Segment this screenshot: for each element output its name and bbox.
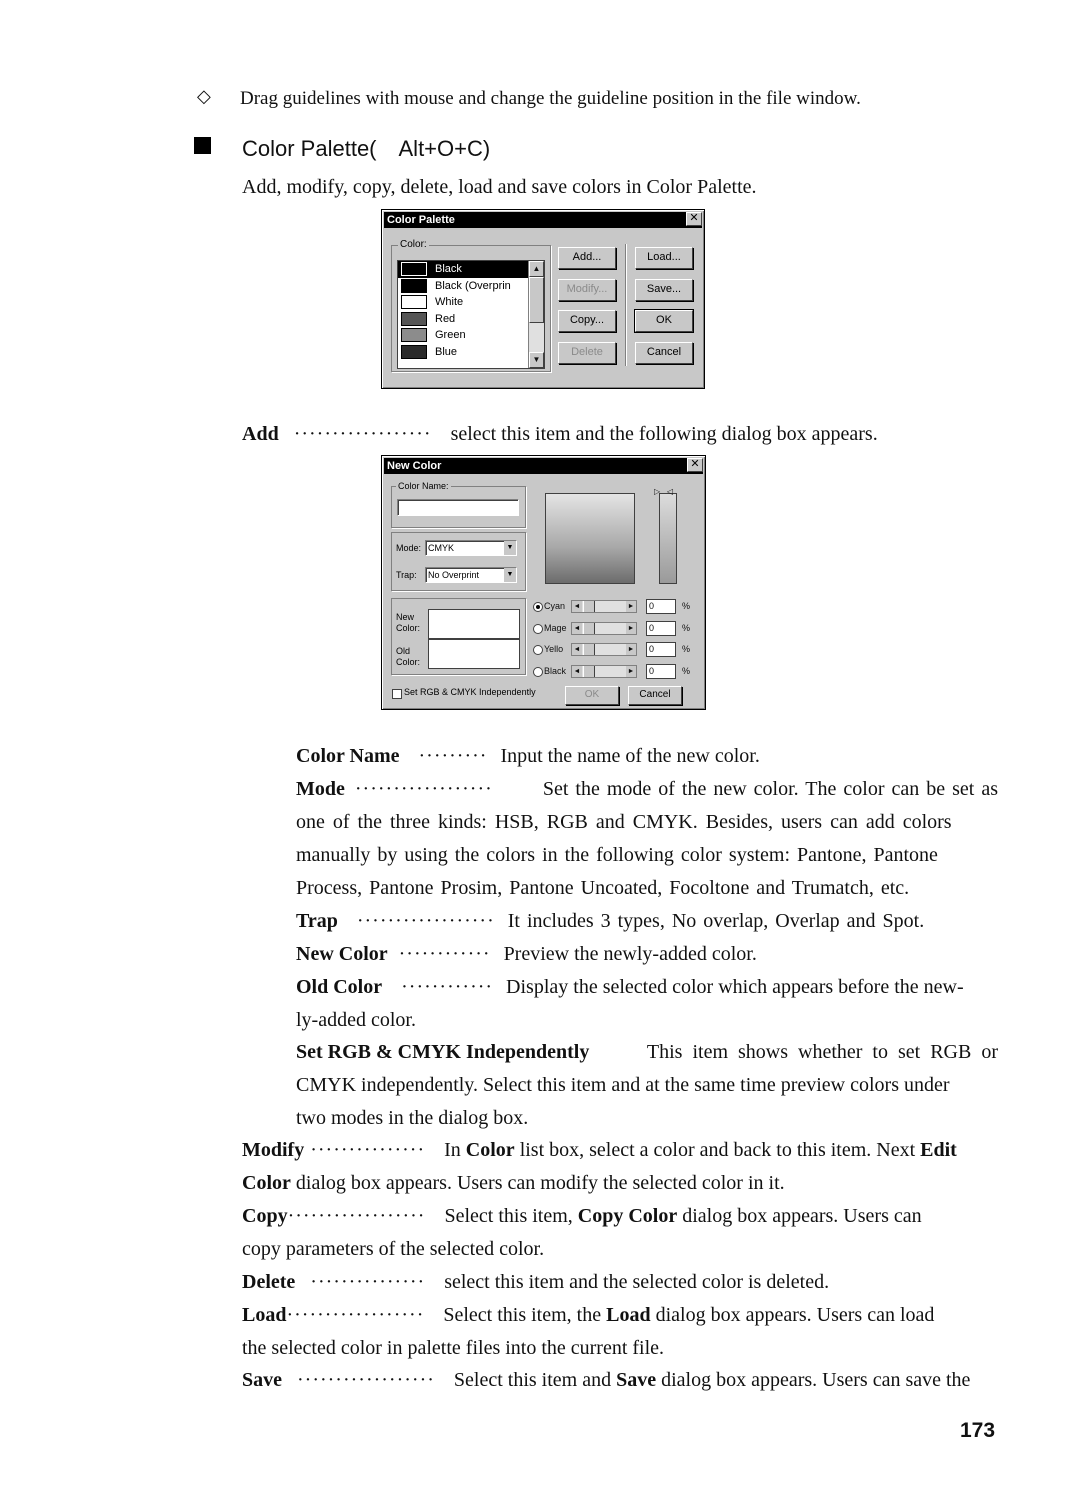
slider-right-icon[interactable]: ► [627, 624, 635, 632]
old-color-swatch [428, 639, 520, 669]
hue-slider[interactable] [659, 493, 677, 584]
dialog-title: New Color [384, 458, 703, 474]
percent-unit: % [682, 644, 691, 654]
def-modify [242, 1134, 998, 1200]
color-list-label: Black (Overprin [435, 279, 511, 292]
slider-right-icon[interactable]: ► [627, 603, 635, 610]
def-dots: ·················· [287, 1205, 426, 1227]
channel-label: Mage [544, 622, 567, 633]
def-term: Color Name [296, 745, 400, 767]
color-list-item[interactable] [398, 294, 544, 311]
add-desc: select this item and the following dialog box appears. [450, 423, 878, 445]
cancel-button[interactable]: Cancel [628, 686, 682, 705]
color-list-item[interactable] [398, 327, 544, 344]
dropdown-arrow-icon[interactable]: ▼ [504, 541, 516, 555]
modify-button[interactable]: Modify... [558, 279, 616, 301]
slider-left-icon[interactable]: ◄ [573, 667, 581, 675]
color-swatch [401, 328, 427, 342]
def-dots: ············ [398, 943, 491, 965]
def-copy [242, 1200, 998, 1266]
def-dots: ··············· [310, 1139, 426, 1161]
channel-value-input[interactable]: 0 [646, 599, 676, 614]
trap-select[interactable] [425, 567, 517, 583]
color-swatch [401, 312, 427, 326]
def-delete [242, 1266, 829, 1299]
scroll-thumb[interactable] [529, 277, 544, 323]
def-term: New Color [296, 943, 388, 965]
trap-label: Trap: [396, 570, 417, 580]
channel-radio[interactable] [533, 645, 543, 655]
def-term: Set RGB & CMYK Independently [296, 1041, 590, 1063]
def-desc: Set the mode of the new color. The color can be set as [542, 778, 998, 800]
def-desc: list box, select a color and back to this item. Next [514, 1139, 921, 1161]
def-term: Save [242, 1369, 282, 1391]
def-term: Mode [296, 778, 345, 800]
def-desc: Select this item, the [443, 1304, 607, 1326]
color-swatch [401, 279, 427, 293]
color-listbox[interactable] [397, 260, 545, 369]
color-list-item[interactable] [398, 261, 544, 278]
def-dots: ··············· [310, 1271, 426, 1293]
def-line: two modes in the dialog box. [296, 1107, 529, 1129]
channel-slider[interactable] [571, 665, 637, 678]
channel-radio[interactable] [533, 667, 543, 677]
def-bold: Color [465, 1139, 515, 1161]
channel-value-input[interactable]: 0 [646, 621, 676, 636]
channel-slider[interactable] [571, 600, 637, 613]
def-dots: ·················· [354, 778, 493, 800]
slider-left-icon[interactable]: ◄ [573, 646, 581, 653]
color-list-item[interactable] [398, 278, 544, 295]
trap-value: No Overprint [428, 570, 480, 580]
def-desc: dialog box appears. Users can load [650, 1304, 935, 1326]
color-list-label: Black [435, 263, 462, 276]
def-bold: Copy Color [577, 1205, 678, 1227]
def-term: Load [242, 1304, 287, 1326]
def-term: Copy [242, 1205, 288, 1227]
def-old-color [296, 971, 964, 1037]
def-dots: ·················· [297, 1369, 435, 1391]
def-load [242, 1299, 998, 1365]
save-button[interactable]: Save... [635, 279, 693, 301]
button-separator [625, 244, 627, 366]
channel-label: Black [544, 665, 567, 676]
def-line: manually by using the colors in the following color system: Pantone, Pantone [296, 844, 938, 866]
def-mode [296, 773, 998, 905]
def-bold: Save [616, 1369, 657, 1391]
color-group-label: Color: [400, 239, 427, 250]
color-list-label: Blue [435, 345, 458, 358]
listbox-scrollbar[interactable] [528, 261, 544, 368]
def-line: one of the three kinds: HSB, RGB and CMYK. Besides, users can add colors [296, 811, 952, 833]
def-desc: In [444, 1139, 466, 1161]
slider-thumb[interactable] [583, 601, 595, 612]
def-line: ly-added color. [296, 1009, 416, 1031]
slider-right-icon[interactable]: ► [627, 667, 635, 675]
color-list-label: Green [435, 329, 466, 342]
def-term: Modify [242, 1139, 305, 1161]
color-name-input[interactable] [397, 499, 519, 516]
dialog-title: Color Palette [384, 212, 702, 228]
mode-label: Mode: [396, 543, 422, 553]
slider-left-icon[interactable]: ◄ [573, 603, 581, 610]
intro-text: Add, modify, copy, delete, load and save colors in Color Palette. [242, 176, 757, 198]
percent-unit: % [682, 622, 691, 633]
def-line: the selected color in palette files into the current file. [242, 1337, 665, 1359]
color-palette-dialog [381, 209, 705, 389]
color-list-item[interactable] [398, 311, 544, 328]
mode-select[interactable] [425, 540, 517, 556]
scroll-down-icon[interactable]: ▼ [529, 352, 544, 368]
def-line: copy parameters of the selected color. [242, 1238, 545, 1260]
old-color-label: Old Color: [396, 646, 421, 667]
channel-value-input[interactable]: 0 [646, 642, 676, 657]
def-desc: dialog box appears. Users can save the [656, 1369, 971, 1391]
color-field[interactable] [545, 493, 635, 584]
channel-row [533, 621, 693, 637]
dropdown-arrow-icon[interactable]: ▼ [504, 568, 516, 582]
section-title: Color Palette( Alt+O+C) [242, 136, 491, 161]
add-button[interactable]: Add... [558, 247, 616, 269]
add-entry [242, 418, 878, 451]
scroll-up-icon[interactable]: ▲ [529, 261, 544, 277]
def-set-rgb [296, 1036, 998, 1135]
channel-slider[interactable] [571, 622, 637, 635]
set-rgb-cmyk-checkbox[interactable] [392, 689, 402, 699]
channel-row [533, 664, 693, 680]
def-line: dialog box appears. Users can modify the selected color in it. [290, 1172, 785, 1194]
def-dots: ············ [401, 976, 494, 998]
add-term: Add [242, 423, 279, 445]
channel-slider[interactable] [571, 643, 637, 656]
def-line: Process, Pantone Prosim, Pantone Uncoated, Focoltone and Trumatch, etc. [296, 877, 910, 899]
slider-thumb[interactable] [583, 623, 595, 634]
color-list-label: White [435, 296, 464, 309]
def-desc: Input the name of the new color. [500, 745, 760, 767]
close-icon[interactable]: ✕ [686, 212, 702, 226]
color-list-label: Red [435, 312, 456, 325]
def-new-color [296, 938, 757, 971]
page-number: 173 [960, 1419, 996, 1442]
def-dots: ·················· [286, 1304, 425, 1326]
set-rgb-cmyk-label: Set RGB & CMYK Independently [404, 687, 536, 697]
def-dots: ········· [418, 745, 488, 767]
def-desc: Display the selected color which appears before the new- [506, 976, 964, 998]
def-desc: This item shows whether to set RGB or [646, 1041, 998, 1063]
def-term: Delete [242, 1271, 296, 1293]
percent-unit: % [682, 601, 691, 611]
slider-thumb[interactable] [583, 666, 595, 677]
new-color-swatch [428, 609, 520, 639]
slider-thumb[interactable] [583, 644, 595, 655]
bullet-text: Drag guidelines with mouse and change the guideline position in the file window. [240, 88, 861, 109]
cancel-button[interactable]: Cancel [635, 342, 693, 364]
channel-label: Yello [544, 644, 564, 654]
def-desc: Select this item, [444, 1205, 578, 1227]
color-swatch [401, 345, 427, 359]
slider-marker-icon[interactable]: ▷ ◁ [654, 487, 673, 496]
copy-button[interactable]: Copy... [558, 310, 616, 332]
new-color-label: New Color: [396, 612, 421, 633]
def-bold: Color [242, 1172, 291, 1194]
color-list-item[interactable] [398, 344, 544, 361]
ok-button[interactable]: OK [635, 310, 693, 332]
mode-value: CMYK [428, 543, 455, 553]
new-color-dialog [381, 455, 706, 710]
slider-left-icon[interactable]: ◄ [573, 624, 581, 632]
channel-label: Cyan [544, 601, 566, 611]
channel-radio[interactable] [533, 624, 543, 634]
radio-dot [536, 605, 540, 609]
close-icon[interactable]: ✕ [687, 458, 703, 472]
slider-right-icon[interactable]: ► [627, 646, 635, 653]
def-desc: select this item and the selected color is deleted. [444, 1271, 830, 1293]
def-line: CMYK independently. Select this item and at the same time preview colors under [296, 1074, 950, 1096]
color-swatch [401, 295, 427, 309]
def-bold: Edit [920, 1139, 957, 1161]
delete-button[interactable]: Delete [558, 342, 616, 364]
percent-unit: % [682, 665, 691, 676]
def-term: Trap [296, 910, 338, 932]
def-desc: It includes 3 types, No overlap, Overlap and Spot. [507, 910, 925, 932]
color-name-label: Color Name: [398, 481, 449, 491]
def-desc: dialog box appears. Users can [677, 1205, 922, 1227]
add-dots: ·················· [293, 423, 432, 445]
def-color-name [296, 740, 760, 773]
square-bullet-icon [194, 137, 211, 154]
def-bold: Load [606, 1304, 651, 1326]
def-save [242, 1364, 970, 1397]
channel-row [533, 599, 693, 615]
load-button[interactable]: Load... [635, 247, 693, 269]
def-desc: Preview the newly-added color. [503, 943, 757, 965]
ok-button[interactable]: OK [565, 686, 619, 705]
def-dots: ·················· [356, 910, 495, 932]
color-swatch [401, 262, 427, 276]
def-desc: Select this item and [453, 1369, 617, 1391]
channel-value-input[interactable]: 0 [646, 664, 676, 679]
def-term: Old Color [296, 976, 383, 998]
def-trap [296, 905, 924, 938]
channel-row [533, 642, 693, 658]
diamond-bullet-icon: ◇ [197, 86, 211, 106]
